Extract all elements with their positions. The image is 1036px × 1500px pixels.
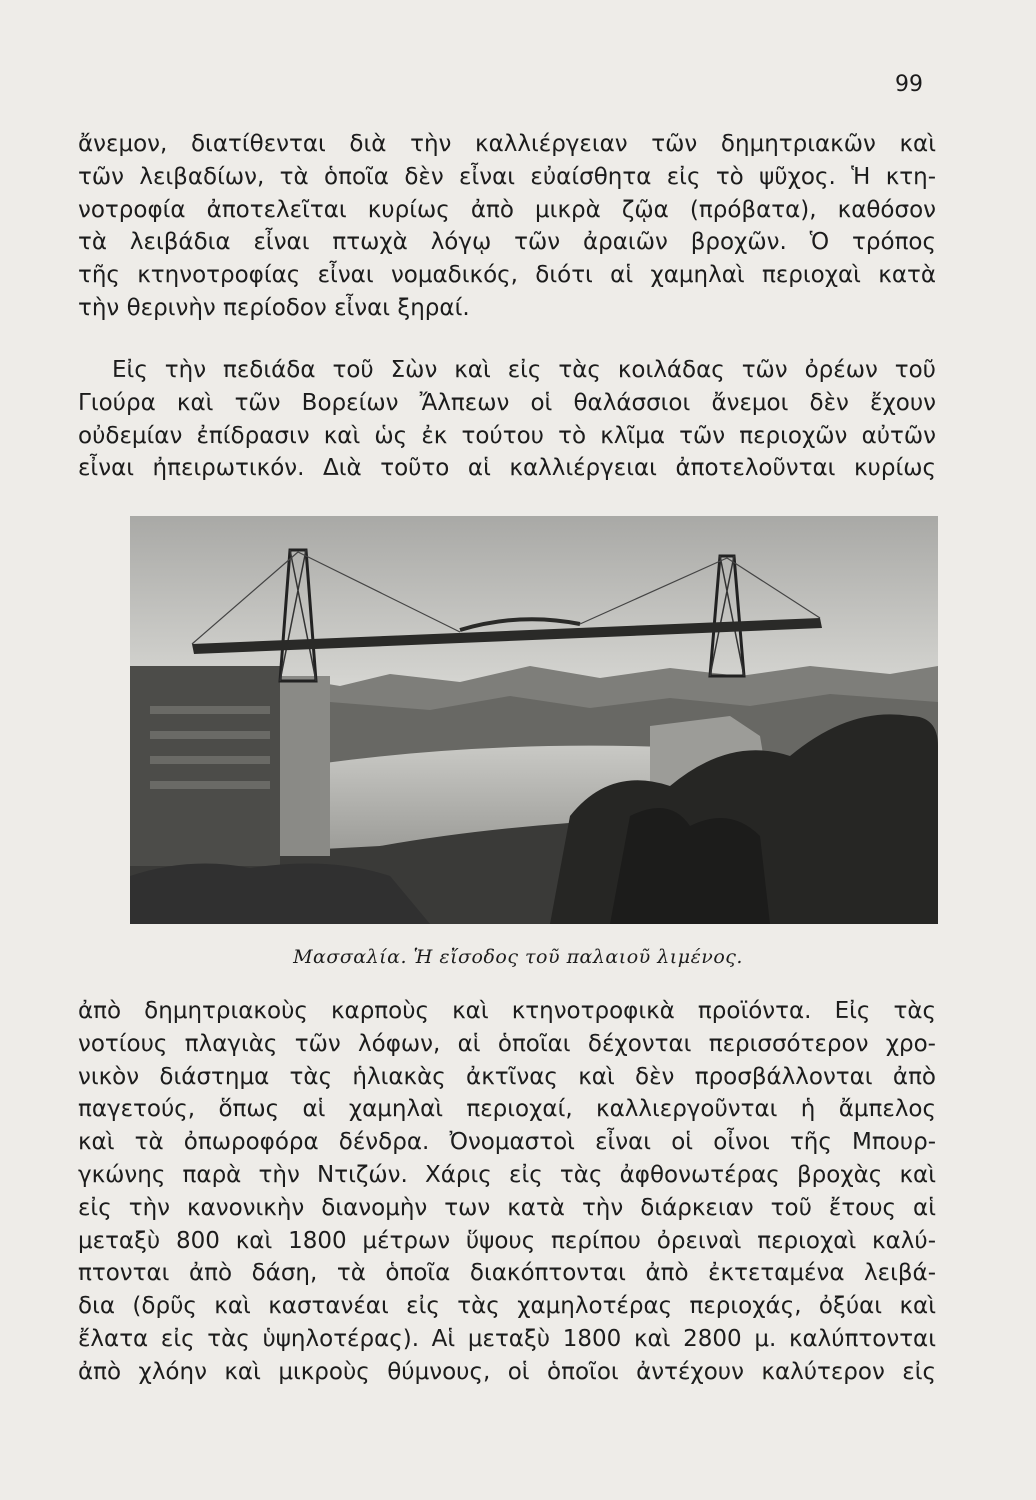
text-line: εἰς τὴν κανονικὴν διανομὴν των κατὰ τὴν διάρκειαν τοῦ ἔτους αἱ [78,1194,936,1221]
text-line: ἀπὸ δημητριακοὺς καρποὺς καὶ κτηνοτροφικὰ προϊόντα. Εἰς τὰς [78,998,936,1024]
figure-photo-marseille-bridge [130,516,938,924]
text-line: πτονται ἀπὸ δάση, τὰ ὁποῖα διακόπτονται ἀπὸ ἐκτεταμένα λειβά- [78,1260,936,1287]
text-line: νοτίους πλαγιὰς τῶν λόφων, αἱ ὁποῖαι δέχονται περισσότερον χρο- [78,1030,936,1057]
paragraph-2 [78,354,936,485]
text-line: οὐδεμίαν ἐπίδρασιν καὶ ὡς ἐκ τούτου τὸ κλῖμα τῶν περιοχῶν αὐτῶν [78,422,936,449]
text-line: τὴν θερινὴν περίοδον εἶναι ξηραί. [78,294,470,321]
text-line: τὰ λειβάδια εἶναι πτωχὰ λόγῳ τῶν ἀραιῶν βροχῶν. Ὁ τρόπος [78,229,936,256]
text-line: ἀπὸ χλόην καὶ μικροὺς θύμνους, οἱ ὁποῖοι ἀντέχουν καλύτερον εἰς [78,1358,936,1385]
page-number: 99 [895,72,923,97]
text-line: Γιούρα καὶ τῶν Βορείων Ἄλπεων οἱ θαλάσσιοι ἄνεμοι δὲν ἔχουν [78,389,936,416]
text-line: εἶναι ἠπειρωτικόν. Διὰ τοῦτο αἱ καλλιέργειαι ἀποτελοῦνται κυρίως [78,455,936,482]
text-line: μεταξὺ 800 καὶ 1800 μέτρων ὕψους περίπου ὀρειναὶ περιοχαὶ καλύ- [78,1227,936,1254]
text-line: Εἰς τὴν πεδιάδα τοῦ Σὼν καὶ εἰς τὰς κοιλάδας τῶν ὀρέων τοῦ [112,357,936,383]
text-line: νικὸν διάστημα τὰς ἡλιακὰς ἀκτῖνας καὶ δὲν προσβάλλονται ἀπὸ [78,1063,936,1090]
text-line: παγετούς, ὅπως αἱ χαμηλαὶ περιοχαί, καλλιεργοῦνται ἡ ἄμπελος [78,1096,936,1123]
text-line: καὶ τὰ ὀπωροφόρα δένδρα. Ὀνομαστοὶ εἶναι οἱ οἶνοι τῆς Μπουρ- [78,1129,936,1156]
paragraph-3 [78,995,936,1389]
photo-illustration [130,516,938,924]
figure-caption: Μασσαλία. Ἡ εἴσοδος τοῦ παλαιοῦ λιμένος. [293,946,743,968]
text-line: τῶν λειβαδίων, τὰ ὁποῖα δὲν εἶναι εὐαίσθητα εἰς τὸ ψῦχος. Ἡ κτη- [78,163,936,190]
text-line: γκώνης παρὰ τὴν Ντιζών. Χάρις εἰς τὰς ἀφθονωτέρας βροχὰς καὶ [78,1161,936,1188]
text-line: ἄνεμον, διατίθενται διὰ τὴν καλλιέργειαν τῶν δημητριακῶν καὶ [78,131,936,157]
text-line: ἔλατα εἰς τὰς ὑψηλοτέρας). Αἱ μεταξὺ 1800 καὶ 2800 μ. καλύπτονται [78,1325,936,1352]
text-line: δια (δρῦς καὶ καστανέαι εἰς τὰς χαμηλοτέρας περιοχάς, ὀξύαι καὶ [78,1293,936,1320]
text-line: τῆς κτηνοτροφίας εἶναι νομαδικός, διότι αἱ χαμηλαὶ περιοχαὶ κατὰ [78,262,936,289]
text-line: νοτροφία ἀποτελεῖται κυρίως ἀπὸ μικρὰ ζῷα (πρόβατα), καθόσον [78,196,936,223]
paragraph-1 [78,128,936,325]
